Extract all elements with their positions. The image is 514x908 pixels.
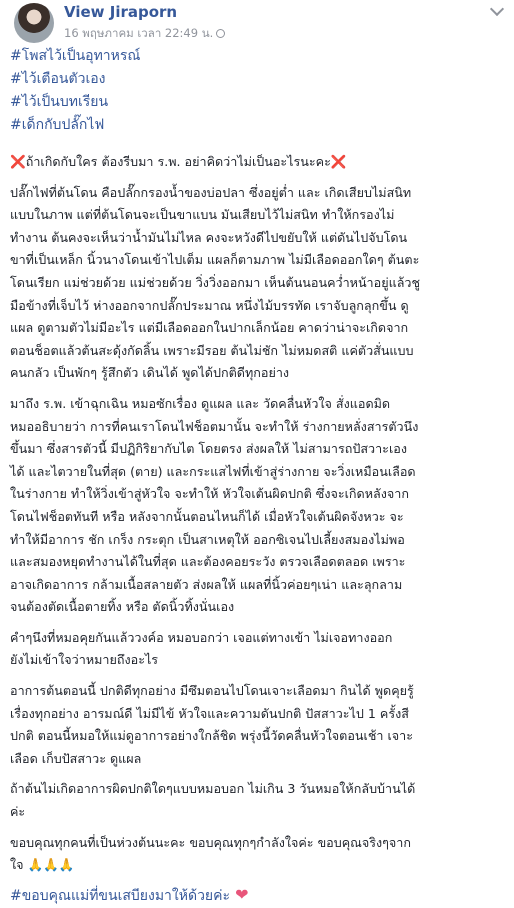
text-line: มือข้างที่เจ็บไว้ ห่างออกจากปลั๊กประมาณ หนึ่งไม้บรรทัด เราจับลูกลุกขึ้น ดู (10, 297, 409, 313)
warning-text: ถ้าเกิดกับใคร ต้องรีบมา ร.พ. อย่าคิดว่าไม่เป็นอะไรนะคะ (25, 154, 331, 169)
text-line: ทำให้มีอาการ ชัก เกร็ง กระตุก เป็นสาเหตุให้ ออกซิเจนไปเลี้ยงสมองไม่พอ (10, 531, 405, 547)
hashtag-list (10, 45, 506, 137)
text-line: ทำงาน ต้นคงจะเห็นว่าน้ำมันไม่ไหล คงจะหวังดีไปขยับให้ แต่ดันไปจับโดน (10, 229, 408, 245)
text-line: โดนเรียก แม่ช่วยด้วย แม่ช่วยด้วย วิ่งวิ่งออกมา เห็นต้นนอนคว่ำหน้าอยู่แล้วชู (10, 274, 421, 290)
text-line: และสมองหยุดทำงานได้ในที่สุด และต้องคอยระวัง ตรวจเลือดตลอด เพราะ (10, 554, 406, 570)
hashtag-link[interactable]: #ไว้เป็นบทเรียน (10, 94, 109, 110)
text-line: คนกลัว เป็นพักๆ รู้สึกตัว เดินได้ พูดได้ปกติดีทุกอย่าง (10, 365, 290, 381)
text-line: เรื่องทุกอย่าง อารมณ์ดี ไม่มีไข้ หัวใจและความดันปกติ ปัสสาวะไป 1 ครั้งสี (10, 705, 409, 721)
text-line: หมออธิบายว่า การที่คนเราโดนไฟช็อตมานั้น จะทำให้ ร่างกายหลั่งสารตัวนึง (10, 418, 419, 434)
heart-icon: ❤ (235, 884, 249, 904)
text-line: โดนไฟช็อตทันที หรือ หลังจากนั้นตอนไหนก็ได้ เมื่อหัวใจเต้นผิดจังหวะ จะ (10, 508, 404, 524)
text-line (10, 854, 506, 877)
chevron-down-icon[interactable] (490, 2, 504, 16)
author-name[interactable]: View Jiraporn (64, 3, 178, 21)
text-line: จนต้องตัดเนื้อตายทิ้ง หรือ ตัดนิ้วทิ้งนั่นเอง (10, 599, 235, 615)
praying-hands-icon: 🙏🙏🙏 (27, 857, 75, 873)
text-line: เลือด เก็บปัสสาวะ ดูแผล (10, 750, 142, 766)
text-line: ขาที่เป็นเหล็ก นิ้วนางโดนเข้าไปเต็ม แผลก็ตามภาพ ไม่มีเลือดออกใดๆ ต้นตะ (10, 252, 420, 268)
text-line: ปลั๊กไฟที่ต้นโดน คือปลั๊กกรองน้ำของบ่อปลา ซึ่งอยู่ต่ำ และ เกิดเสียบไม่สนิท (10, 184, 412, 200)
text-line: ในร่างกาย ทำให้วิ่งเข้าสู่หัวใจ จะทำให้ หัวใจเต้นผิดปกติ ซึ่งจะเกิดหลังจาก (10, 486, 409, 502)
globe-icon (216, 29, 225, 38)
text-line: ขึ้นมา ซึ่งสารตัวนี้ มีปฏิกิริยากับไต โดยตรง ส่งผลให้ ไม่สามารถปัสวาะเอง (10, 441, 407, 457)
text-line: ตอนช็อตแล้วต้นสะดุ้งกัดลิ้น เพราะมีรอย ต้นไม่ชัก ไม่หมดสติ แค่ตัวสั่นแบบ (10, 342, 414, 358)
warning-line (10, 151, 506, 174)
text-line: มาถึง ร.พ. เข้าฉุกเฉิน หมอซักเรื่อง ดูแผล และ วัดคลื่นหัวใจ สั่งแอดมิด (10, 395, 391, 411)
text-line: แผล ดูตามตัวไม่มีอะไร แต่มีเลือดออกในปากเล็กน้อย คาดว่าน่าจะเกิดจาก (10, 320, 409, 336)
final-tag-line (10, 885, 506, 908)
hashtag-link[interactable]: #ไว้เตือนตัวเอง (10, 71, 106, 87)
paragraph-doctor-quote (10, 627, 506, 672)
hashtag-link[interactable]: #ขอบคุณแม่ที่ขนเสบียงมาให้ด้วยค่ะ (10, 887, 231, 904)
paragraph-hospital (10, 393, 506, 619)
text-line: ปกติ ตอนนี้หมอให้แม่ดูอาการอย่างใกล้ชิด พรุ่งนี้วัดคลื่นหัวใจตอนเช้า เจาะ (10, 728, 413, 744)
paragraph-thanks (10, 832, 506, 877)
hashtag-link[interactable]: #โพสไว้เป็นอุทาหรณ์ (10, 48, 141, 64)
text-line: ยังไม่เข้าใจว่าหมายถึงอะไร (10, 652, 159, 668)
cross-mark-icon: ❌ (10, 154, 26, 169)
cross-mark-icon: ❌ (330, 154, 347, 169)
text-line: อาจเกิดอาการ กล้ามเนื้อสลายตัว ส่งผลให้ แผลที่นิ้วค่อยๆเน่า และลุกลาม (10, 576, 403, 592)
thanks-line-end: ใจ (10, 857, 24, 873)
post-header (10, 0, 506, 44)
text-line: ถ้าต้นไม่เกิดอาการผิดปกติใดๆแบบหมอบอก ไม่เกิน 3 วันหมอให้กลับบ้านได้ (10, 781, 416, 797)
text-line: ขอบคุณทุกคนที่เป็นห่วงต้นนะคะ ขอบคุณทุกๆกำลังใจค่ะ ขอบคุณจริงๆจาก (10, 834, 411, 850)
paragraph-status (10, 680, 506, 770)
paragraph-incident (10, 182, 506, 385)
text-line: ได้ และไตวายในที่สุด (ตาย) และกระแสไฟที่เข้าสู่ร่างกาย จะวิ่งเหมือนเลือด (10, 463, 416, 479)
timestamp-text[interactable]: 16 พฤษภาคม เวลา 22:49 น. (64, 26, 214, 40)
paragraph-discharge (10, 778, 506, 823)
post-timestamp[interactable] (64, 25, 225, 43)
text-line: ค่ะ (10, 804, 26, 820)
text-line: อาการต้นตอนนี้ ปกติดีทุกอย่าง มีซึมตอนไปโดนเจาะเลือดมา กินได้ พูดคุยรู้ (10, 683, 414, 699)
hashtag-link[interactable]: #เด็กกับปลั๊กไฟ (10, 117, 105, 133)
text-line: คำๆนึงที่หมอคุยกันแล้ววงค์อ หมอบอกว่า เจอแต่ทางเข้า ไม่เจอทางออก (10, 629, 393, 645)
text-line: แบบในภาพ แต่ที่ต้นโดนจะเป็นขาแบน มันเสียบไว้ไม่สนิท ทำให้กรองไม่ (10, 207, 395, 223)
avatar[interactable] (14, 3, 54, 43)
